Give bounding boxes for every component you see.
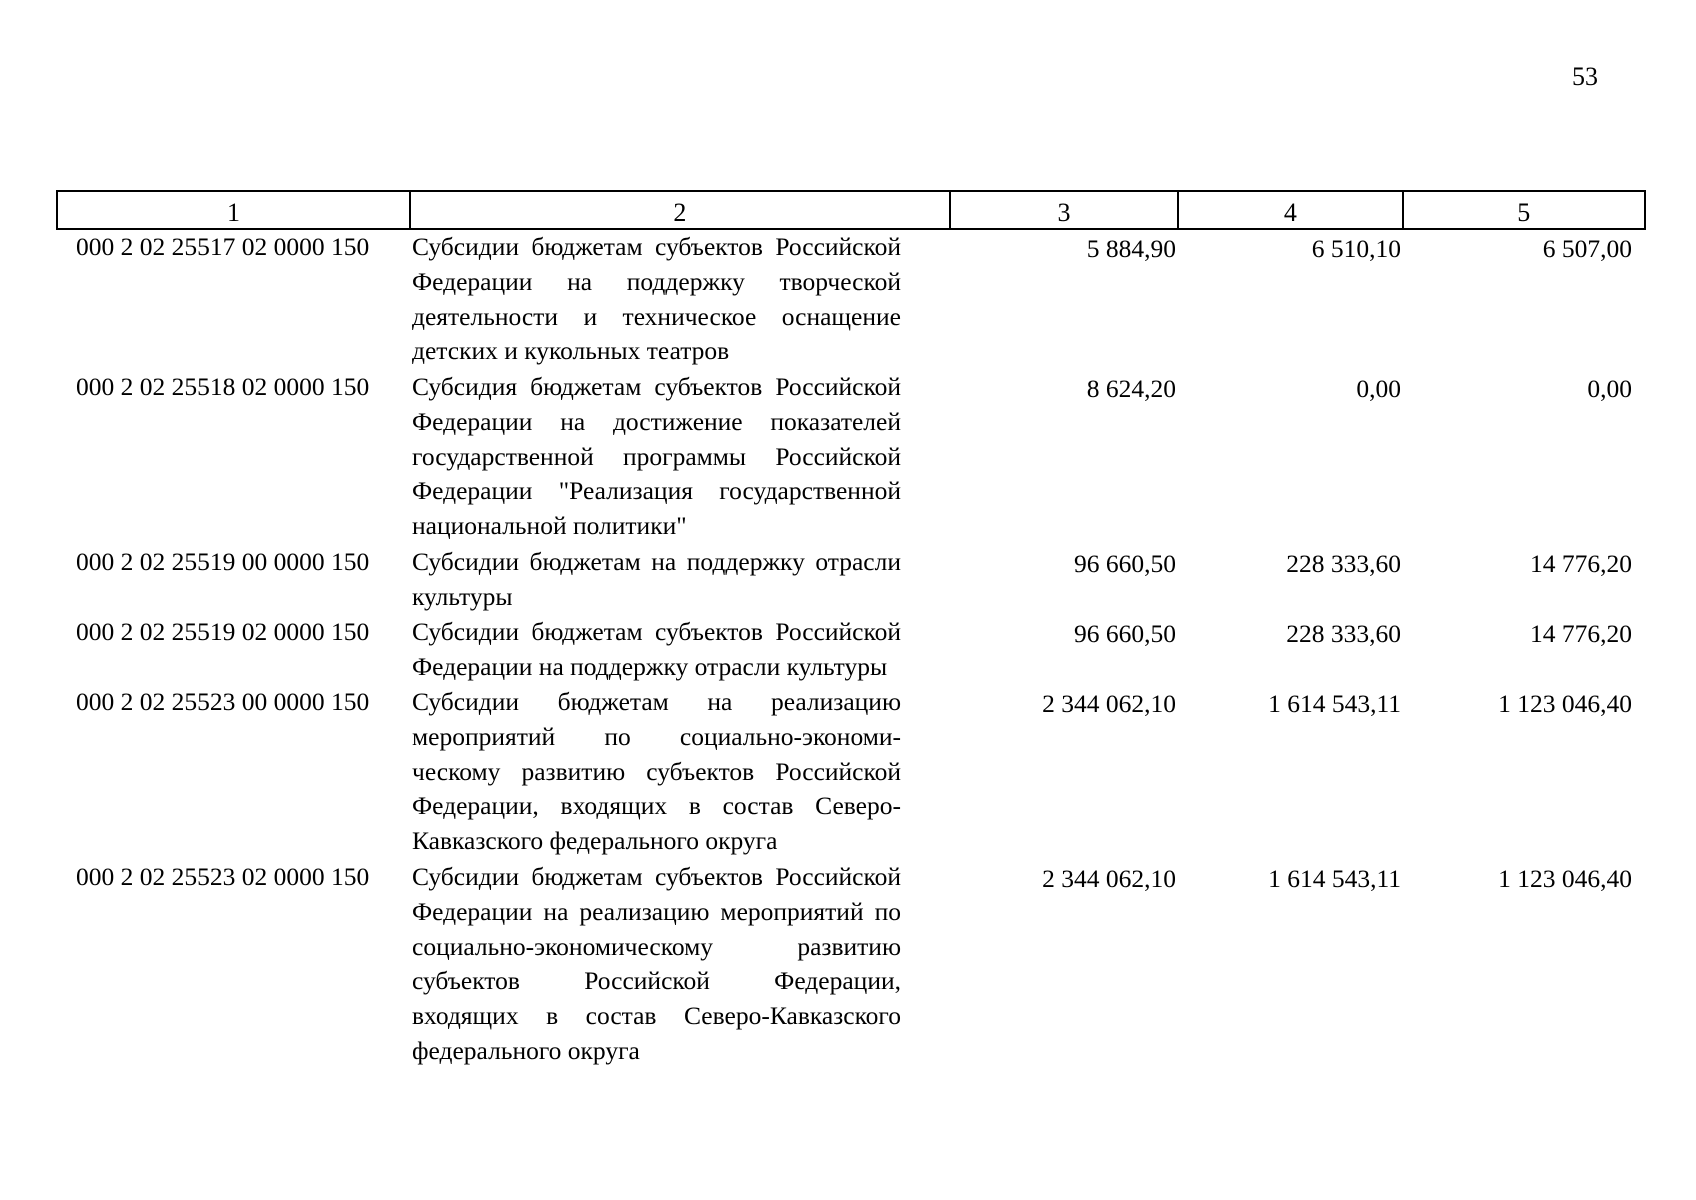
description-line: Субсидия бюджетам субъектов Российской	[412, 372, 901, 401]
value-col-5: 14 776,20	[1530, 619, 1632, 648]
value-col-3: 96 660,50	[1074, 549, 1176, 578]
table-row	[56, 545, 1646, 615]
table-row	[56, 685, 1646, 860]
description-line: социально-экономическому развитию	[412, 931, 901, 961]
value-col-3: 96 660,50	[1074, 619, 1176, 648]
value-col-4: 1 614 543,11	[1268, 689, 1401, 718]
description-line: Федерации на поддержку творческой	[412, 266, 901, 296]
header-col-1: 1	[58, 192, 411, 228]
table-header	[56, 190, 1646, 230]
budget-code: 000 2 02 25523 02 0000 150	[76, 862, 370, 891]
value-col-3: 8 624,20	[1086, 374, 1176, 403]
description-line: субъектов Российской Федерации,	[412, 966, 901, 996]
value-col-4: 6 510,10	[1311, 234, 1401, 263]
description-line: Федерации, входящих в состав Северо-	[412, 791, 901, 821]
header-col-3: 3	[951, 192, 1179, 228]
description-line: государственной программы Российской	[412, 441, 901, 471]
value-col-4: 1 614 543,11	[1268, 864, 1401, 893]
row-description	[410, 860, 951, 1070]
value-col-4: 228 333,60	[1286, 619, 1401, 648]
description-line: Субсидии бюджетам субъектов Российской	[412, 862, 901, 891]
description-line: Субсидии бюджетам на поддержку отрасли	[412, 547, 901, 576]
description-line: национальной политики"	[412, 511, 687, 541]
value-col-5: 6 507,00	[1542, 234, 1632, 263]
header-col-5: 5	[1517, 198, 1531, 227]
value-col-4: 228 333,60	[1286, 549, 1401, 578]
description-line: Субсидии бюджетам субъектов Российской	[412, 232, 901, 261]
header-col-4: 4	[1179, 192, 1403, 228]
budget-code: 000 2 02 25517 02 0000 150	[76, 232, 370, 261]
value-col-5: 1 123 046,40	[1498, 864, 1632, 893]
table-body	[56, 230, 1646, 1070]
table-row	[56, 230, 1646, 370]
value-col-3: 5 884,90	[1086, 234, 1176, 263]
description-line: Федерации на реализацию мероприятий по	[412, 896, 901, 926]
table-row	[56, 860, 1646, 1070]
value-col-3: 2 344 062,10	[1042, 864, 1176, 893]
description-line: детских и кукольных театров	[412, 336, 730, 366]
description-line: Федерации "Реализация государственной	[412, 476, 901, 506]
header-col-2: 2	[411, 192, 951, 228]
page-number: 53	[1572, 62, 1598, 91]
budget-code: 000 2 02 25519 00 0000 150	[76, 547, 370, 576]
description-line: федерального округа	[412, 1035, 640, 1065]
description-line: мероприятий по социально-экономи-	[412, 721, 901, 751]
row-description	[410, 615, 951, 685]
value-col-4: 0,00	[1356, 374, 1401, 403]
value-col-3: 2 344 062,10	[1042, 689, 1176, 718]
table-row	[56, 615, 1646, 685]
budget-code: 000 2 02 25523 00 0000 150	[76, 687, 370, 716]
budget-code: 000 2 02 25518 02 0000 150	[76, 372, 370, 401]
description-line: входящих в состав Северо-Кавказского	[412, 1001, 901, 1031]
description-line: деятельности и техническое оснащение	[412, 301, 901, 331]
value-col-5: 0,00	[1587, 374, 1632, 403]
value-col-5: 14 776,20	[1530, 549, 1632, 578]
table-row	[56, 370, 1646, 545]
value-col-5: 1 123 046,40	[1498, 689, 1632, 718]
description-line: Федерации на достижение показателей	[412, 406, 901, 436]
description-line: Субсидии бюджетам субъектов Российской	[412, 617, 901, 646]
description-line: Субсидии бюджетам на реализацию	[412, 687, 901, 716]
row-description	[410, 230, 951, 370]
description-line: культуры	[412, 581, 513, 611]
description-line: ческому развитию субъектов Российской	[412, 756, 901, 786]
description-line: Федерации на поддержку отрасли культуры	[412, 651, 888, 681]
row-description	[410, 370, 951, 545]
budget-code: 000 2 02 25519 02 0000 150	[76, 617, 370, 646]
row-description	[410, 545, 951, 615]
row-description	[410, 685, 951, 860]
description-line: Кавказского федерального округа	[412, 826, 778, 856]
